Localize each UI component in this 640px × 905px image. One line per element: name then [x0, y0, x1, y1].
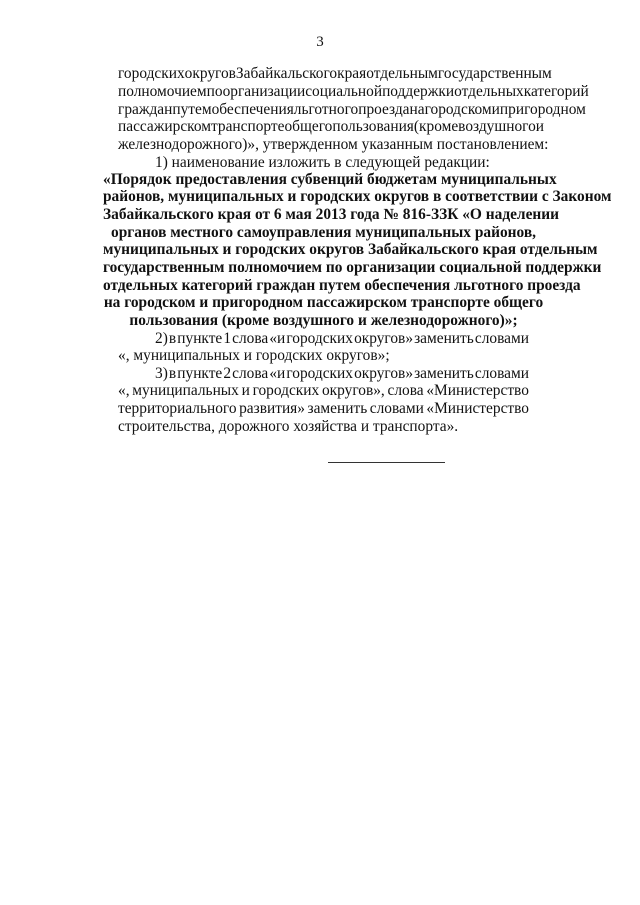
word: 3): [155, 365, 168, 382]
word: льготного: [293, 101, 359, 118]
word: городских: [252, 382, 320, 399]
word: в: [168, 365, 177, 382]
bold-title-line: районов, муниципальных и городских округов в соответствии с Законом: [103, 188, 612, 205]
word: «и: [269, 330, 286, 347]
list-item-1: 1) наименование изложить в следующей редакции:: [155, 154, 490, 171]
word: городском: [424, 101, 492, 118]
bold-title-line: отдельных категорий граждан путем обеспечения льготного проезда: [103, 277, 581, 294]
word: Забайкальского: [235, 65, 338, 82]
bold-title-line: органов местного самоуправления муниципальных районов,: [111, 224, 536, 241]
body-line: «, муниципальных и городских округов»;: [118, 347, 390, 364]
word: «,: [118, 382, 130, 399]
list-item-2: [155, 330, 529, 347]
bold-title-line: муниципальных и городских округов Забайкальского края отдельным: [103, 241, 598, 258]
word: (кроме: [413, 118, 459, 135]
word: развития»: [239, 400, 305, 417]
word: округов: [184, 65, 236, 82]
word: словами: [474, 365, 529, 382]
word: социальной: [305, 83, 383, 100]
word: государственным: [437, 65, 552, 82]
word: пользования: [332, 118, 414, 135]
word: и: [241, 382, 250, 399]
word: заменить: [307, 400, 368, 417]
word: пригородном: [499, 101, 586, 118]
body-line: [118, 400, 529, 417]
word: словами: [474, 330, 529, 347]
end-divider: [328, 462, 445, 463]
word: полномочием: [118, 83, 207, 100]
word: отдельных: [454, 83, 524, 100]
word: отдельным: [366, 65, 438, 82]
bold-title-line: на городском и пригородном пассажирском транспорте общего: [103, 294, 544, 311]
word: путем: [172, 101, 212, 118]
word: округов»,: [321, 382, 385, 399]
word: на: [409, 101, 425, 118]
word: 2): [155, 330, 168, 347]
body-line: [118, 83, 589, 100]
list-item-3: [155, 365, 529, 382]
word: заменить: [414, 365, 474, 382]
word: края: [337, 65, 367, 82]
word: пункте: [177, 365, 223, 382]
title-last-line: [103, 312, 544, 329]
word: 1: [223, 330, 232, 347]
word: граждан: [118, 101, 173, 118]
word: «Министерство: [426, 382, 529, 399]
word: словами: [369, 400, 424, 417]
word: округов»: [354, 330, 414, 347]
word: транспорте: [210, 118, 285, 135]
word: 2: [223, 365, 232, 382]
word: слова: [232, 330, 269, 347]
word: городских: [286, 365, 353, 382]
word: городских: [118, 65, 185, 82]
word: пассажирском: [118, 118, 211, 135]
body-line: [118, 101, 586, 118]
word: пункте: [177, 330, 223, 347]
bold-text: пользования (кроме воздушного и железнодорожного)»;: [129, 312, 518, 329]
body-line: [118, 65, 552, 82]
word: городских: [286, 330, 353, 347]
word: обеспечения: [211, 101, 294, 118]
word: «и: [269, 365, 286, 382]
word: слова: [232, 365, 269, 382]
word: муниципальных: [132, 382, 239, 399]
bold-title-line: государственным полномочием по организации социальной поддержки: [103, 259, 602, 276]
word: и: [535, 118, 545, 135]
body-line: [118, 118, 545, 135]
body-line: [118, 382, 529, 399]
word: по: [206, 83, 223, 100]
bold-title-line: Забайкальского края от 6 мая 2013 года № 816-ЗЗК «О наделении: [103, 206, 559, 223]
word: территориального: [118, 400, 237, 417]
word: проезда: [358, 101, 410, 118]
word: воздушного: [458, 118, 536, 135]
word: поддержки: [382, 83, 455, 100]
page-number: 3: [316, 34, 324, 50]
word: и: [491, 101, 500, 118]
body-line: железнодорожного)», утвержденном указанным постановлением:: [118, 136, 549, 153]
body-line: строительства, дорожного хозяйства и транспорта».: [118, 418, 459, 435]
bold-title-line: «Порядок предоставления субвенций бюджетам муниципальных: [103, 171, 557, 188]
word: категорий: [523, 83, 589, 100]
word: округов»: [354, 365, 414, 382]
word: общего: [284, 118, 333, 135]
word: «Министерство: [426, 400, 529, 417]
word: в: [168, 330, 177, 347]
word: заменить: [414, 330, 474, 347]
word: организации: [222, 83, 306, 100]
word: слова: [387, 382, 424, 399]
